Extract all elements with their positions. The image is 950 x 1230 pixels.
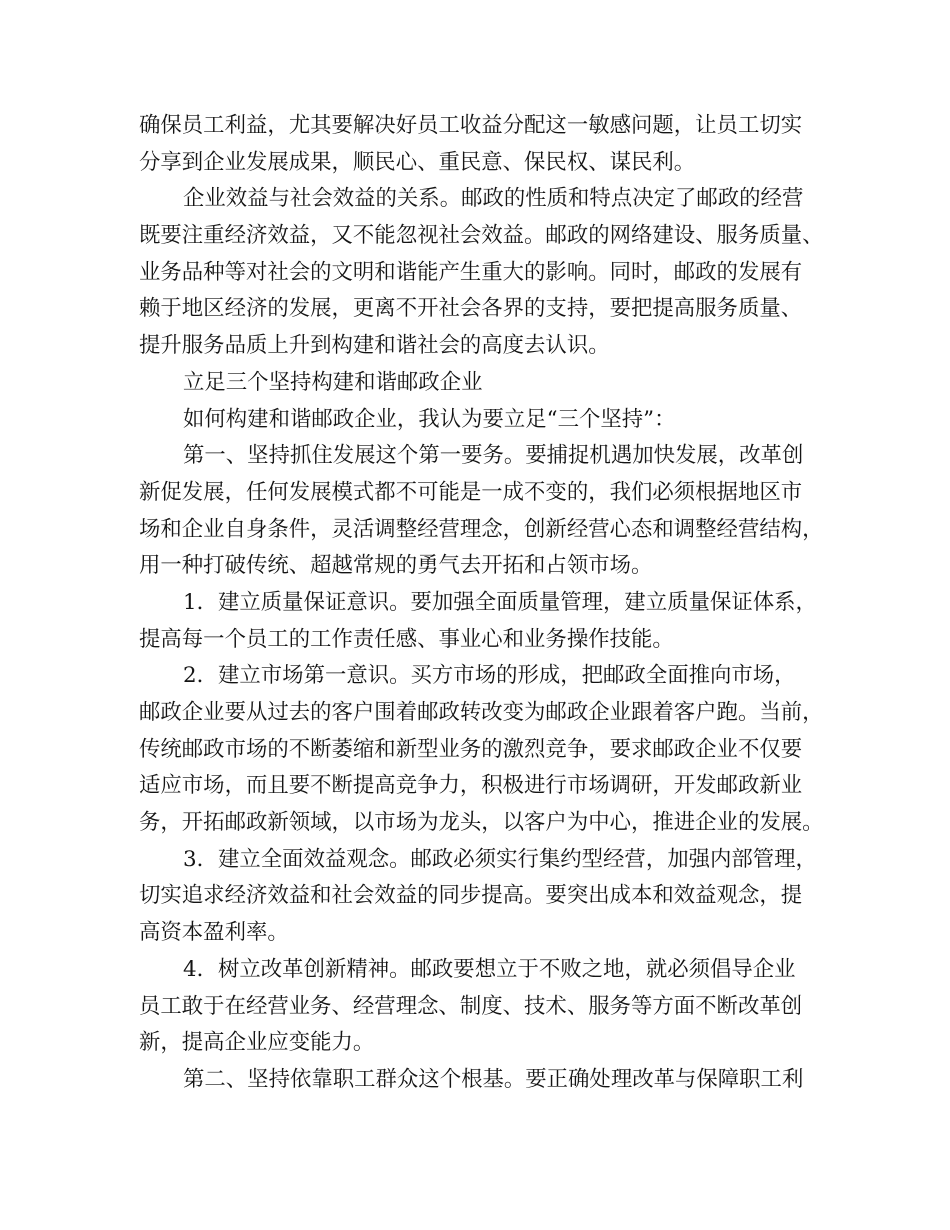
document-body <box>139 108 824 1099</box>
list-item-line: 3．建立全面效益观念。邮政必须实行集约型经营，加强内部管理， <box>183 846 817 872</box>
paragraph-start-line: 第二、坚持依靠职工群众这个根基。要正确处理改革与保障职工利 <box>183 1066 804 1092</box>
text-line: 场和企业自身条件，灵活调整经营理念，创新经营心态和调整经营结构， <box>139 516 824 542</box>
text-line: 切实追求经济效益和社会效益的同步提高。要突出成本和效益观念，提 <box>139 883 803 909</box>
text-line: 传统邮政市场的不断萎缩和新型业务的激烈竞争，要求邮政企业不仅要 <box>139 736 803 762</box>
text-line: 新，提高企业应变能力。 <box>139 1030 375 1056</box>
paragraph-start-line: 如何构建和谐邮政企业，我认为要立足“三个坚持”： <box>183 406 676 432</box>
text-line: 高资本盈利率。 <box>139 920 289 946</box>
list-item-line: 2．建立市场第一意识。买方市场的形成，把邮政全面推向市场， <box>183 663 796 689</box>
text-line: 员工敢于在经营业务、经营理念、制度、技术、服务等方面不断改革创 <box>139 993 803 1019</box>
text-line: 提高每一个员工的工作责任感、事业心和业务操作技能。 <box>139 626 674 652</box>
text-line: 邮政企业要从过去的客户围着邮政转改变为邮政企业跟着客户跑。当前， <box>139 700 824 725</box>
text-line: 既要注重经济效益，又不能忽视社会效益。邮政的网络建设、服务质量、 <box>139 223 824 249</box>
text-line: 提升服务品质上升到构建和谐社会的高度去认识。 <box>139 333 610 359</box>
list-item-line: 1．建立质量保证意识。要加强全面质量管理，建立质量保证体系， <box>183 589 817 615</box>
list-item-line: 4．树立改革创新精神。邮政要想立于不败之地，就必须倡导企业 <box>183 956 796 982</box>
paragraph-start-line: 企业效益与社会效益的关系。邮政的性质和特点决定了邮政的经营 <box>183 186 804 212</box>
text-line: 确保员工利益，尤其要解决好员工收益分配这一敏感问题，让员工切实 <box>139 113 803 138</box>
text-line: 赖于地区经济的发展，更离不开社会各界的支持，要把提高服务质量、 <box>139 296 803 322</box>
text-line: 务，开拓邮政新领域，以市场为龙头，以客户为中心，推进企业的发展。 <box>139 810 824 836</box>
text-line: 分享到企业发展成果，顺民心、重民意、保民权、谋民利。 <box>139 149 696 175</box>
text-line: 用一种打破传统、超越常规的勇气去开拓和占领市场。 <box>139 553 653 579</box>
paragraph-start-line: 第一、坚持抓住发展这个第一要务。要捕捉机遇加快发展，改革创 <box>183 443 804 469</box>
text-line: 业务品种等对社会的文明和谐能产生重大的影响。同时，邮政的发展有 <box>139 259 803 285</box>
text-line: 新促发展，任何发展模式都不可能是一成不变的，我们必须根据地区市 <box>139 479 803 505</box>
text-line: 适应市场，而且要不断提高竞争力，积极进行市场调研，开发邮政新业 <box>139 773 803 799</box>
section-heading: 立足三个坚持构建和谐邮政企业 <box>183 369 483 395</box>
